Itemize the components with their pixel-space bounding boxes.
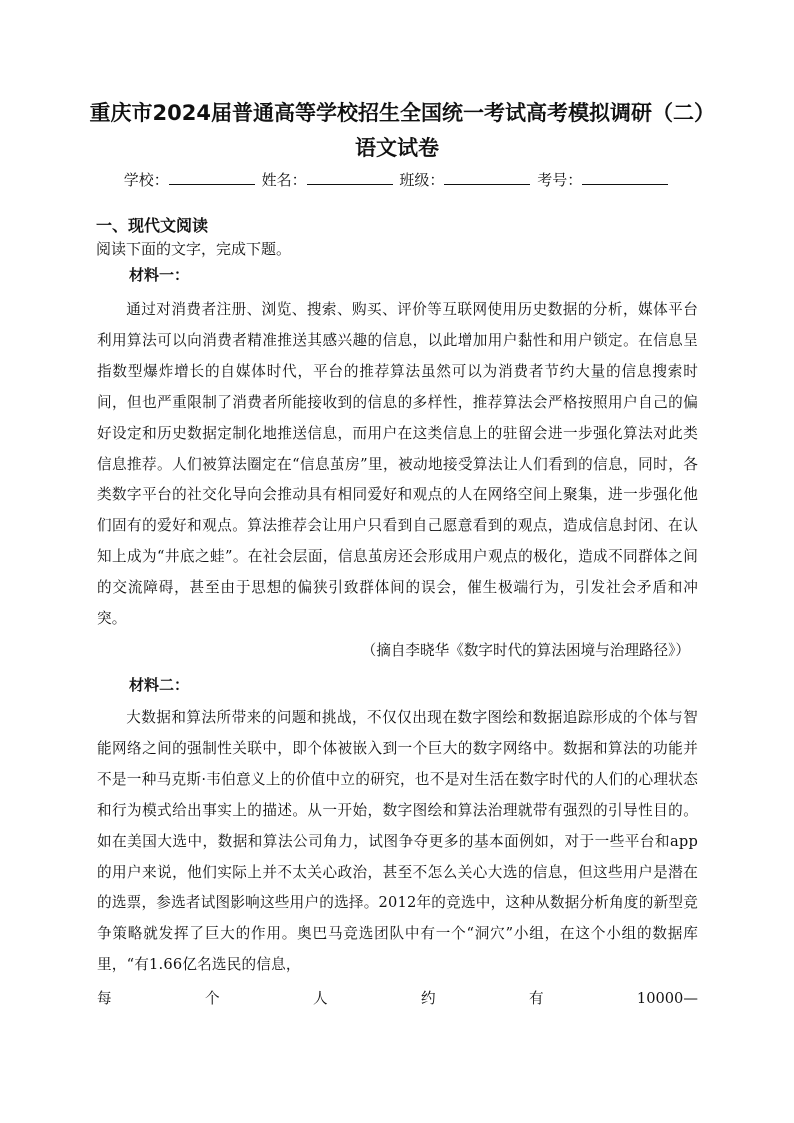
student-info-line xyxy=(0,168,794,192)
material-1-source: （摘自李晓华《数字时代的算法困境与治理路径》） xyxy=(361,642,690,659)
class-label: 班级： xyxy=(399,171,445,189)
last-line-word: 人 xyxy=(312,990,328,1007)
exam-number-blank[interactable] xyxy=(582,168,668,185)
material-1-text: 通过对消费者注册、浏览、搜索、购买、评价等互联网使用历史数据的分析，媒体平台利用算法可以向消费者精准推送其感兴趣的信息，以此增加用户黏性和用户锁定。在信息呈指数型爆炸增长的自媒体时代，平台的推荐算法虽然可以为消费者节约大量的信息搜索时间，但也严重限制了消费者所能接收到的信息的多样性，推荐算法会严格按照用户自己的偏好设定和历史数据定制化地推送信息，而用户在这类信息上的驻留会进一步强化算法对此类信息推荐。人们被算法圈定在“信息茧房”里，被动地接受算法让人们看到的信息，同时，各类数字平台的社交化导向会推动具有相同爱好和观点的人在网络空间上聚集，进一步强化他们固有的爱好和观点。算法推荐会让用户只看到自己愿意看到的观点，造成信息封闭、在认知上成为“井底之蛙”。在社会层面，信息茧房还会形成用户观点的极化，造成不同群体之间的交流障碍，甚至由于思想的偏狭引致群体间的误会，催生极端行为，引发社会矛盾和冲突。 xyxy=(97,301,698,628)
last-line-word: 个 xyxy=(204,990,220,1007)
last-line-word: 10000— xyxy=(636,990,698,1007)
exam-title: 重庆市2024届普通高等学校招生全国统一考试高考模拟调研（二）语文试卷 xyxy=(89,101,705,160)
last-line-word: 有 xyxy=(528,990,544,1007)
material-2-last-line xyxy=(97,987,698,1011)
material-1-label: 材料一： xyxy=(129,266,190,284)
school-label: 学校： xyxy=(123,171,169,189)
class-blank[interactable] xyxy=(444,168,530,185)
name-blank[interactable] xyxy=(307,168,393,185)
material-2-text: 大数据和算法所带来的问题和挑战，不仅仅出现在数字图绘和数据追踪形成的个体与智能网络之间的强制性关联中，即个体被嵌入到一个巨大的数字网络中。数据和算法的功能并不是一种马克斯·韦伯意义上的价值中立的研究，也不是对生活在数字时代的人们的心理状态和行为模式给出事实上的描述。从一开始，数字图绘和算法治理就带有强烈的引导性目的。如在美国大选中，数据和算法公司角力，试图争夺更多的基本面例如，对于一些平台和app的用户来说，他们实际上并不太关心政治，甚至不怎么关心大选的信息，但这些用户是潜在的选票，参选者试图影响这些用户的选择。2012年的竞选中，这种从数据分析角度的新型竞争策略就发挥了巨大的作用。奥巴马竞选团队中有一个“洞穴”小组，在这个小组的数据库里，“有1.66亿名选民的信息， xyxy=(97,709,698,974)
section-heading: 一、现代文阅读 xyxy=(96,216,209,235)
section-instruction: 阅读下面的文字，完成下题。 xyxy=(96,240,292,258)
name-label: 姓名： xyxy=(261,171,307,189)
exam-number-label: 考号： xyxy=(537,171,583,189)
last-line-word: 每 xyxy=(97,990,112,1007)
last-line-word: 约 xyxy=(420,990,436,1007)
material-2-label: 材料二： xyxy=(129,676,190,694)
school-blank[interactable] xyxy=(169,168,255,185)
